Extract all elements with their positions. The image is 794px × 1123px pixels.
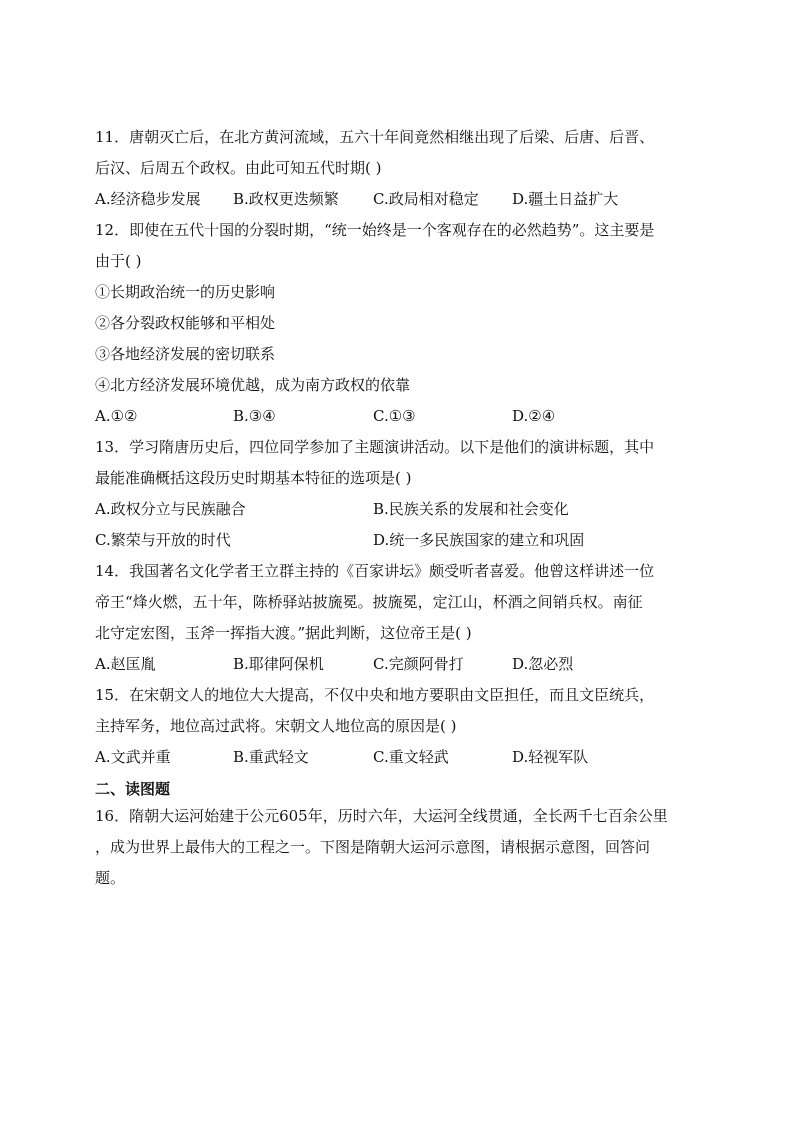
- q12-item-4: ④北方经济发展环境优越，成为南方政权的依靠: [95, 376, 411, 394]
- q14-option-d[interactable]: D.忽必烈: [512, 655, 574, 673]
- q11-stem-line1: 11．唐朝灭亡后，在北方黄河流域，五六十年间竟然相继出现了后梁、后唐、后晋、: [95, 128, 655, 146]
- q14-option-b[interactable]: B.耶律阿保机: [233, 655, 324, 673]
- q14-stem-line1: 14．我国著名文化学者王立群主持的《百家讲坛》颇受听者喜爱。他曾这样讲述一位: [95, 562, 655, 580]
- q15-stem-line2: 主持军务，地位高过武将。宋朝文人地位高的原因是( ): [95, 717, 457, 735]
- q12-stem-line2: 由于( ): [95, 252, 142, 270]
- q16-stem-line2: ，成为世界上最伟大的工程之一。下图是隋朝大运河示意图，请根据示意图，回答问: [95, 838, 651, 856]
- q12-option-a[interactable]: A.①②: [95, 407, 138, 425]
- q12-option-d[interactable]: D.②④: [512, 407, 556, 425]
- q12-item-1: ①长期政治统一的历史影响: [95, 283, 276, 301]
- q14-option-a[interactable]: A.赵匡胤: [95, 655, 156, 673]
- q15-option-b[interactable]: B.重武轻文: [233, 748, 309, 766]
- q12-item-3: ③各地经济发展的密切联系: [95, 345, 276, 363]
- q15-option-d[interactable]: D.轻视军队: [512, 748, 589, 766]
- section-title: 二、读图题: [95, 780, 171, 798]
- q14-stem-line2: 帝王“烽火燃，五十年，陈桥驿站披旒冕。披旒冕，定江山，杯酒之间销兵权。南征: [95, 593, 643, 611]
- q11-option-d[interactable]: D.疆土日益扩大: [512, 190, 619, 208]
- q14-option-c[interactable]: C.完颜阿骨打: [373, 655, 464, 673]
- q13-option-c[interactable]: C.繁荣与开放的时代: [95, 531, 231, 549]
- q13-option-b[interactable]: B.民族关系的发展和社会变化: [373, 500, 569, 518]
- q15-option-c[interactable]: C.重文轻武: [373, 748, 449, 766]
- q13-stem-line1: 13．学习隋唐历史后，四位同学参加了主题演讲活动。以下是他们的演讲标题，其中: [95, 438, 655, 456]
- q13-stem-line2: 最能准确概括这段历史时期基本特征的选项是( ): [95, 469, 412, 487]
- q11-option-b[interactable]: B.政权更迭频繁: [233, 190, 339, 208]
- q11-option-c[interactable]: C.政局相对稳定: [373, 190, 479, 208]
- q11-option-a[interactable]: A.经济稳步发展: [95, 190, 201, 208]
- q13-option-d[interactable]: D.统一多民族国家的建立和巩固: [373, 531, 585, 549]
- q13-option-a[interactable]: A.政权分立与民族融合: [95, 500, 246, 518]
- q12-item-2: ②各分裂政权能够和平相处: [95, 314, 276, 332]
- q15-stem-line1: 15．在宋朝文人的地位大大提高，不仅中央和地方要职由文臣担任，而且文臣统兵，: [95, 686, 655, 704]
- q15-option-a[interactable]: A.文武并重: [95, 748, 171, 766]
- q12-stem-line1: 12．即使在五代十国的分裂时期，“统一始终是一个客观存在的必然趋势”。这主要是: [95, 221, 655, 239]
- q16-stem-line3: 题。: [95, 869, 126, 887]
- q12-option-c[interactable]: C.①③: [373, 407, 416, 425]
- q16-stem-line1: 16．隋朝大运河始建于公元605年，历时六年，大运河全线贯通，全长两千七百余公里: [95, 807, 668, 825]
- q12-option-b[interactable]: B.③④: [233, 407, 276, 425]
- q14-stem-line3: 北守定宏图，玉斧一挥指大渡。”据此判断，这位帝王是( ): [95, 624, 472, 642]
- q11-stem-line2: 后汉、后周五个政权。由此可知五代时期( ): [95, 159, 382, 177]
